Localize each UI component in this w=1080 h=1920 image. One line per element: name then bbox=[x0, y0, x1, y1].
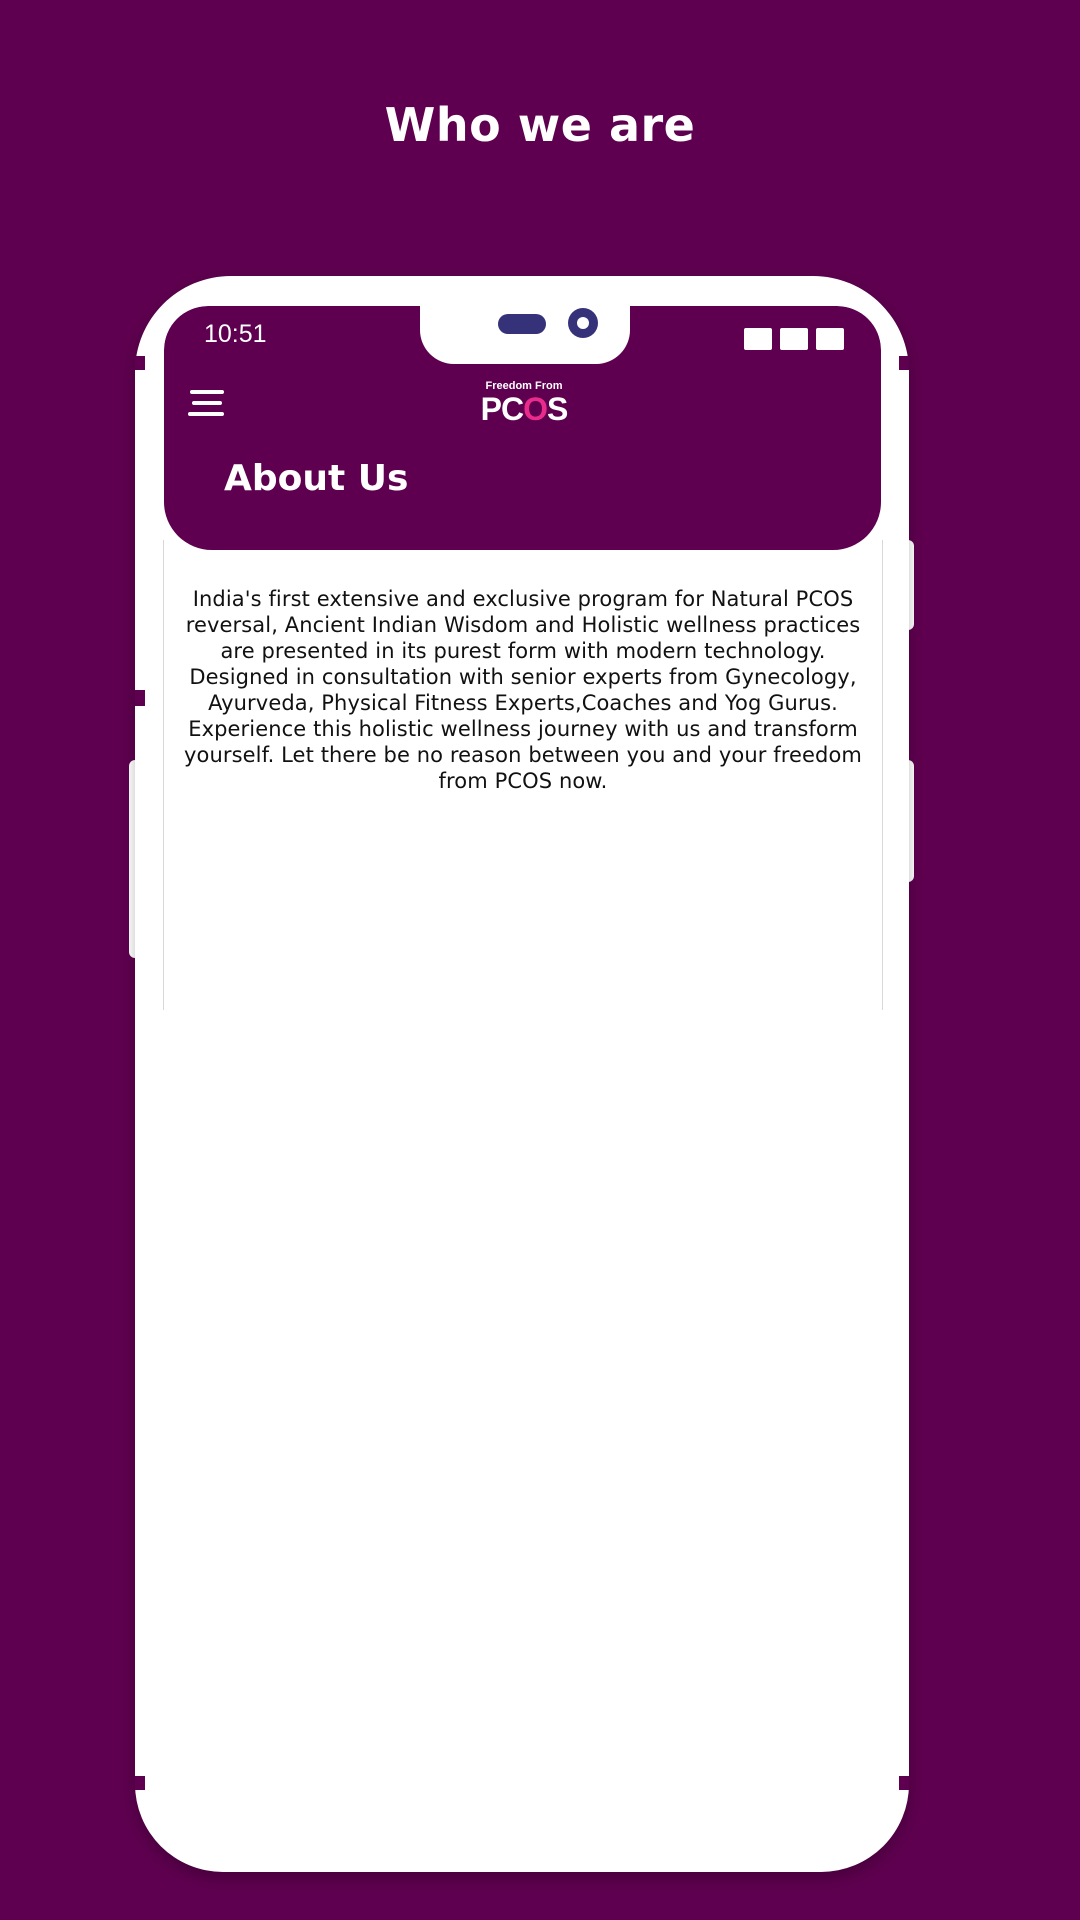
phone-frame-detail bbox=[135, 1776, 145, 1790]
logo-tagline: Freedom From bbox=[485, 380, 563, 392]
camera-icon bbox=[568, 308, 598, 338]
promo-headline: Who we are bbox=[384, 98, 696, 152]
speaker-icon bbox=[498, 314, 546, 334]
logo-wordmark-part: S bbox=[547, 391, 568, 427]
page-title: About Us bbox=[224, 458, 409, 499]
phone-frame-detail bbox=[899, 356, 909, 370]
hamburger-menu-icon[interactable] bbox=[188, 388, 224, 418]
wifi-icon bbox=[780, 328, 808, 350]
battery-icon bbox=[816, 328, 844, 350]
logo-wordmark bbox=[474, 392, 574, 426]
logo-wordmark-part: PC bbox=[480, 391, 524, 427]
phone-screen bbox=[164, 306, 881, 1848]
signal-icon bbox=[744, 328, 772, 350]
app-logo bbox=[474, 380, 574, 430]
phone-frame-detail bbox=[135, 356, 145, 370]
about-description: India's first extensive and exclusive program for Natural PCOS reversal, Ancient Indian Wisdom and Holistic wellness practices are presented in its purest form with modern technology. Designed in consultation with senior experts from Gynecology, Ayurveda, Physical Fitness Experts,Coaches and Yog Gurus. Experience this holistic wellness journey with us and transform yourself. Let there be no reason between you and your freedom from PCOS now. bbox=[184, 587, 862, 793]
status-time: 10:51 bbox=[204, 320, 267, 348]
logo-wordmark-part: O bbox=[523, 391, 547, 427]
status-icons bbox=[744, 328, 844, 350]
phone-frame-detail bbox=[135, 690, 145, 706]
phone-frame-detail bbox=[899, 1776, 909, 1790]
